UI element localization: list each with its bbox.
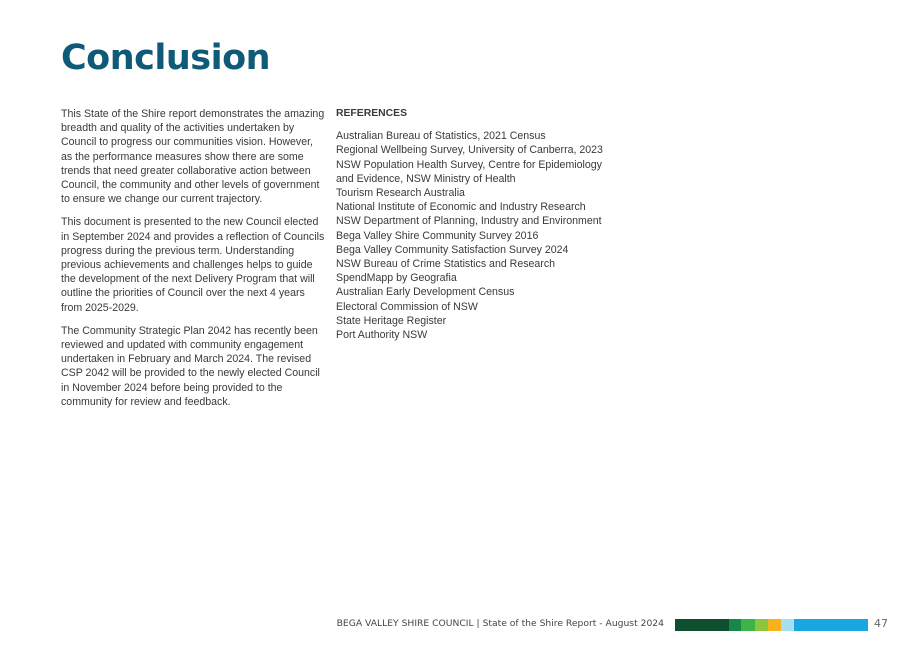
color-segment — [741, 619, 755, 631]
page-number: 47 — [874, 617, 888, 630]
body-paragraph: The Community Strategic Plan 2042 has recently been reviewed and updated with community engagement undertaken in February and March 2024. The revised CSP 2042 will be provided to the newly elected Council in November 2024 before being provided to the community for review and feedback. — [61, 324, 320, 408]
reference-item: NSW Population Health Survey, Centre for Epidemiology and Evidence, NSW Ministry of Health — [336, 158, 602, 185]
references-column — [336, 107, 606, 342]
color-segment — [729, 619, 741, 631]
color-segment — [755, 619, 768, 631]
reference-item: Bega Valley Shire Community Survey 2016 — [336, 229, 539, 242]
footer-text: BEGA VALLEY SHIRE COUNCIL | State of the Shire Report - August 2024 — [336, 618, 664, 629]
color-segment — [781, 619, 794, 631]
reference-item: Australian Bureau of Statistics, 2021 Census — [336, 130, 546, 143]
reference-item: Tourism Research Australia — [336, 187, 465, 200]
reference-item: Regional Wellbeing Survey, University of Canberra, 2023 — [336, 144, 603, 157]
color-segment — [794, 619, 868, 631]
reference-item: SpendMapp by Geografia — [336, 272, 457, 285]
body-column — [61, 107, 326, 418]
brand-color-bar — [675, 619, 868, 631]
body-paragraph: This document is presented to the new Council elected in September 2024 and provides a reflection of Councils progress during the previous term. Understanding previous achievements and challenges helps to guide the development of the next Delivery Program that will outline the priorities of Council over the next 4 years from 2025-2029. — [61, 216, 325, 314]
reference-item: Australian Early Development Census — [336, 286, 515, 299]
body-paragraph: This State of the Shire report demonstrates the amazing breadth and quality of the activities undertaken by Council to progress our communities vision. However, as the performance measures show there are some trends that need greater collaborative action between Council, the community and other levels of government to ensure we change our current trajectory. — [61, 108, 325, 206]
references-heading: REFERENCES — [336, 108, 408, 119]
reference-item: National Institute of Economic and Industry Research — [336, 201, 586, 214]
page-footer — [0, 617, 917, 633]
reference-item: NSW Department of Planning, Industry and Environment — [336, 215, 602, 228]
reference-item: Electoral Commission of NSW — [336, 300, 478, 313]
page-title: Conclusion — [61, 38, 271, 78]
references-list — [336, 129, 606, 342]
reference-item: Bega Valley Community Satisfaction Survey 2024 — [336, 243, 569, 256]
reference-item: State Heritage Register — [336, 314, 447, 327]
color-segment — [675, 619, 729, 631]
reference-item: Port Authority NSW — [336, 329, 428, 342]
color-segment — [768, 619, 781, 631]
reference-item: NSW Bureau of Crime Statistics and Research — [336, 258, 556, 271]
